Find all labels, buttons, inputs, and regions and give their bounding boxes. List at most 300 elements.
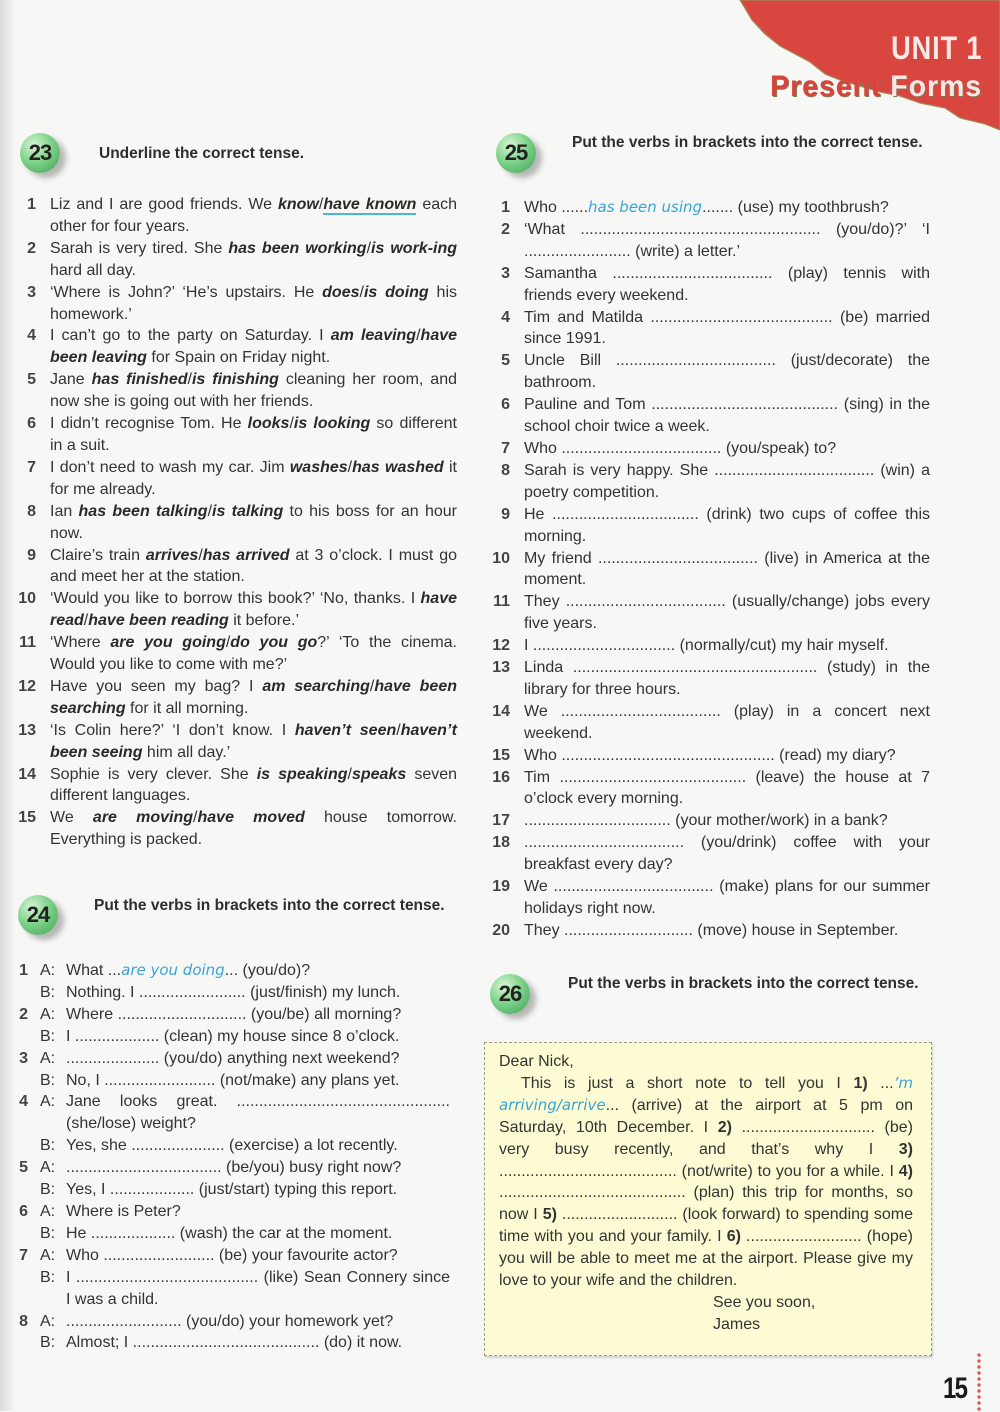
sentence-text: ‘Is Colin here?’ ‘I don’t know. I — [50, 721, 295, 739]
tense-option[interactable]: has arrived — [202, 546, 290, 564]
item-number: 14 — [492, 702, 510, 720]
speaker-label: B: — [40, 983, 56, 1001]
item-text — [50, 501, 457, 545]
item-number: 16 — [492, 768, 510, 786]
speaker-label: A: — [40, 1312, 56, 1330]
exercise-24-instruction: Put the verbs in brackets into the correct tense. — [94, 897, 445, 914]
item-number: 6 — [27, 415, 36, 433]
option-separator: / — [396, 721, 401, 739]
unit-subtitle-word1: Present — [770, 70, 882, 103]
item-text — [50, 238, 457, 282]
item-text — [524, 460, 930, 504]
dialogue-line — [14, 1179, 450, 1201]
dialogue-line — [14, 1070, 450, 1092]
item-text — [524, 197, 930, 219]
item-text — [50, 545, 457, 589]
dialogue-line — [14, 1135, 450, 1157]
line-text-part: ..................... (you/do) anything next weekend? — [66, 1049, 400, 1067]
example-answer: has been using — [588, 198, 703, 216]
speaker-label: B: — [40, 1268, 56, 1286]
item-text — [524, 307, 930, 351]
line-text-part: Yes, she ..................... (exercise) a lot recently. — [66, 1137, 398, 1155]
letter-closing: See you soon, — [713, 1293, 816, 1311]
exercise-item — [484, 657, 930, 701]
item-text — [524, 504, 930, 548]
gap-2-label: 2) — [717, 1118, 732, 1136]
exercise-26-badge: 26 — [490, 974, 530, 1014]
tense-option[interactable]: has been talking — [78, 502, 208, 520]
item-number: 17 — [492, 812, 510, 830]
exercise-item — [10, 588, 457, 632]
item-text — [50, 413, 457, 457]
item-text — [50, 676, 457, 720]
tense-option[interactable]: have been reading — [88, 612, 229, 630]
item-number — [14, 1135, 40, 1157]
option-separator: / — [198, 546, 203, 564]
option-separator: / — [347, 765, 352, 783]
exercise-item — [10, 194, 457, 238]
item-number — [14, 1223, 40, 1245]
sentence-text: Tim .......................................... (leave) the house at 7 o’clock every morning. — [524, 768, 930, 808]
tense-option[interactable]: am searching — [262, 677, 370, 695]
option-separator: / — [225, 634, 231, 652]
sentence-text: Samantha .................................... (play) tennis with friends every weekend. — [524, 264, 930, 304]
sentence-text: Who ...... — [524, 199, 589, 216]
exercise-25-instruction: Put the verbs in brackets into the correct tense. — [572, 134, 923, 151]
sentence-text: to his boss for an hour now. — [50, 502, 457, 542]
item-text — [50, 325, 457, 369]
item-number: 8 — [19, 1312, 28, 1330]
tense-option[interactable]: is doing — [363, 283, 429, 301]
item-number — [14, 1026, 40, 1048]
sentence-text: Pauline and Tom .......................................... (sing) in the school choir twice a week. — [524, 396, 930, 436]
item-number: 13 — [492, 659, 510, 677]
item-text — [524, 635, 930, 657]
dialogue-line — [14, 1048, 450, 1070]
dialogue-line — [14, 1332, 450, 1354]
example-answer: ’m arriving/arrive — [499, 1073, 914, 1114]
sentence-text: ‘Where — [50, 634, 111, 652]
item-text — [524, 548, 930, 592]
speaker-label: A: — [40, 962, 56, 979]
item-text — [524, 745, 930, 767]
item-number: 1 — [27, 196, 36, 213]
exercise-item — [484, 350, 930, 394]
line-text-part: I ......................................... (like) Sean Connery since I was a child. — [66, 1268, 450, 1308]
exercise-item — [484, 745, 930, 767]
item-text — [524, 657, 930, 701]
exercise-item — [484, 263, 930, 307]
tense-option[interactable]: looks — [247, 415, 290, 433]
exercise-item — [10, 238, 457, 282]
item-number: 11 — [19, 634, 36, 652]
tense-option[interactable]: is work-ing — [371, 239, 458, 257]
speaker-label: B: — [40, 1181, 56, 1199]
dialogue-line — [14, 960, 450, 982]
tense-option[interactable]: are moving — [92, 809, 194, 827]
dialogue-line — [14, 982, 450, 1004]
dialogue-line — [14, 1201, 450, 1223]
item-number: 20 — [492, 921, 510, 939]
exercise-item — [484, 832, 930, 876]
option-separator: / — [318, 196, 324, 213]
line-text — [66, 1311, 450, 1333]
sentence-text: Ian — [50, 502, 79, 520]
exercise-item — [484, 767, 930, 811]
item-text — [524, 394, 930, 438]
sentence-text: ‘Where is John?’ ‘He’s upstairs. He — [50, 283, 323, 301]
tense-option[interactable]: does — [322, 283, 360, 301]
option-separator: / — [207, 502, 213, 520]
item-number: 9 — [27, 546, 36, 564]
sentence-text: him all day.’ — [142, 743, 231, 761]
speaker-label: B: — [40, 1224, 56, 1242]
line-text-part: Who ......................... (be) your favourite actor? — [66, 1246, 398, 1264]
line-text-part: Yes, I ................... (just/start) typing this report. — [66, 1181, 398, 1199]
option-separator: / — [416, 327, 421, 345]
item-text — [50, 282, 457, 326]
exercise-item — [484, 635, 930, 657]
page-number: 15 — [942, 1372, 967, 1405]
tense-option[interactable]: haven’t been seeing — [50, 721, 457, 761]
line-text — [66, 1091, 450, 1135]
exercise-24-list — [14, 960, 450, 1354]
letter-text: ........................................ (not/write) to you for a while. I — [499, 1162, 899, 1180]
gap-1-label: 1) — [853, 1074, 868, 1092]
option-separator: / — [359, 283, 364, 301]
gap-5-label: 5) — [542, 1206, 557, 1224]
item-number: 5 — [19, 1159, 28, 1177]
option-separator: / — [83, 612, 89, 630]
exercise-item — [484, 438, 930, 460]
letter-text: This is just a short note to tell you I — [521, 1074, 854, 1092]
sentence-text: for Spain on Friday night. — [146, 349, 331, 367]
item-number: 14 — [18, 765, 36, 783]
sentence-text: at 3 o’clock. I must go and meet her at the station. — [50, 546, 457, 586]
tense-option[interactable]: am leaving — [330, 327, 417, 345]
item-number: 7 — [27, 458, 36, 476]
sentence-text: Sophie is very clever. She — [50, 765, 257, 783]
item-text — [50, 807, 457, 851]
item-number: 2 — [19, 1005, 28, 1023]
line-text — [66, 1245, 450, 1267]
item-text — [524, 350, 930, 394]
exercise-item — [10, 282, 457, 326]
tense-option[interactable]: washes — [289, 458, 348, 476]
sentence-text: ?’ ‘To the cinema. Would you like to come with me?’ — [50, 634, 457, 674]
dialogue-line — [14, 1004, 450, 1026]
option-separator: / — [289, 415, 294, 433]
item-text — [524, 920, 930, 942]
item-number: 7 — [19, 1246, 28, 1264]
line-text-part: No, I ......................... (not/make) any plans yet. — [66, 1071, 400, 1089]
item-text — [524, 767, 930, 811]
option-separator: / — [366, 239, 372, 257]
item-text — [50, 632, 457, 676]
option-separator: / — [347, 458, 353, 476]
tense-option[interactable]: have read — [50, 590, 457, 630]
sentence-text: house tomorrow. Everything is packed. — [50, 809, 458, 849]
item-number: 4 — [27, 327, 36, 345]
item-text — [524, 591, 930, 635]
dialogue-line — [14, 1311, 450, 1333]
item-text — [524, 701, 930, 745]
sentence-text: They ............................. (move) house in September. — [524, 921, 899, 939]
line-text — [66, 982, 450, 1004]
sentence-text: for it all morning. — [125, 699, 249, 717]
exercise-item — [484, 307, 930, 351]
line-text-part: .......................... (you/do) your homework yet? — [66, 1312, 394, 1330]
exercise-23-instruction: Underline the correct tense. — [99, 145, 305, 162]
line-text — [66, 1267, 450, 1311]
line-text-part: Where ............................. (you/be) all morning? — [66, 1005, 402, 1023]
letter-text: .......................................... (plan) this trip for months, so now I — [499, 1184, 913, 1224]
item-number — [14, 1070, 40, 1092]
tense-option[interactable]: know — [277, 196, 319, 213]
gap-3-label: 3) — [898, 1140, 913, 1158]
item-text — [50, 588, 457, 632]
sentence-text: I don’t need to wash my car. Jim — [50, 458, 290, 476]
item-number: 15 — [18, 809, 36, 827]
item-text — [50, 764, 457, 808]
item-number: 15 — [492, 746, 510, 764]
sentence-text: We .................................... (make) plans for our summer holidays right now. — [524, 878, 930, 917]
sentence-text: Tim and Matilda ......................................... (be) married since 1991. — [524, 308, 930, 348]
tense-option[interactable]: has washed — [352, 458, 444, 476]
line-text — [66, 1070, 450, 1092]
speaker-label: A: — [40, 1093, 56, 1111]
speaker-label: A: — [40, 1202, 56, 1220]
speaker-label: A: — [40, 1159, 56, 1177]
line-text-part: Where is Peter? — [66, 1202, 181, 1220]
sentence-text: I ................................ (normally/cut) my hair myself. — [524, 637, 889, 655]
exercise-item — [10, 413, 457, 457]
sentence-text: Uncle Bill .................................... (just/decorate) the bathroom. — [524, 352, 930, 392]
letter-paragraph — [499, 1073, 913, 1292]
unit-subtitle — [770, 70, 982, 104]
exercise-item — [484, 876, 930, 920]
tense-option[interactable]: arrives — [145, 546, 199, 564]
exercise-26-instruction: Put the verbs in brackets into the correct tense. — [568, 975, 919, 992]
sentence-text: Linda ....................................................... (study) in the library for three hours. — [524, 659, 930, 698]
exercise-item — [10, 720, 457, 764]
exercise-item — [10, 676, 457, 720]
exercise-item — [10, 807, 457, 851]
exercise-23-badge: 23 — [20, 133, 60, 173]
sentence-text: so different in a suit. — [50, 415, 457, 454]
item-number — [14, 1179, 40, 1201]
item-number — [14, 1267, 40, 1311]
item-number: 5 — [501, 352, 510, 370]
sentence-text: it before.’ — [228, 612, 300, 630]
gap-6-label: 6) — [726, 1228, 741, 1246]
exercise-item — [484, 810, 930, 832]
item-number: 12 — [492, 637, 510, 655]
gap-4-label: 4) — [898, 1162, 913, 1180]
sentence-text: He ................................. (drink) two cups of coffee this morning. — [524, 505, 930, 545]
letter-signature: James — [713, 1315, 761, 1333]
speaker-label: B: — [40, 1137, 56, 1155]
dotted-margin-decoration — [977, 1352, 981, 1412]
sentence-text: I can’t go to the party on Saturday. I — [50, 327, 331, 345]
line-text — [66, 1201, 450, 1223]
item-number: 19 — [492, 878, 510, 896]
item-text — [50, 720, 457, 764]
item-text — [524, 810, 930, 832]
item-number: 8 — [501, 461, 510, 479]
letter-text: .............................. (be) very busy recently, and that’s why I — [499, 1118, 913, 1158]
sentence-text: it for me already. — [50, 458, 457, 498]
tense-option[interactable]: have moved — [197, 809, 305, 827]
sentence-text: ................................. (your mother/work) in a bank? — [524, 812, 888, 830]
option-separator: / — [369, 677, 375, 695]
line-text — [66, 1004, 450, 1026]
exercise-item — [484, 504, 930, 548]
line-text-part: He ................... (wash) the car at the moment. — [66, 1224, 393, 1242]
exercise-24-badge: 24 — [18, 895, 58, 935]
item-text — [524, 876, 930, 920]
exercise-item — [484, 548, 930, 592]
exercise-item — [484, 197, 930, 219]
line-text — [66, 1048, 450, 1070]
item-number: 12 — [18, 677, 36, 695]
item-number: 3 — [501, 264, 510, 282]
option-separator: / — [193, 809, 198, 827]
line-text-part: Nothing. I ........................ (just/finish) my lunch. — [66, 983, 401, 1001]
item-text — [524, 832, 930, 876]
item-number: 1 — [501, 199, 510, 216]
sentence-text: ‘What ...................................................... (you/do)?’ ‘I ........................ (write) a letter.’ — [524, 220, 930, 260]
item-number: 10 — [18, 590, 36, 608]
line-text — [66, 1179, 450, 1201]
line-text — [66, 1223, 450, 1245]
item-text — [50, 457, 457, 501]
sentence-text: We — [50, 809, 93, 827]
option-separator: / — [187, 371, 192, 389]
tense-option[interactable]: are you going — [110, 634, 226, 652]
exercise-item — [484, 394, 930, 438]
dialogue-line — [14, 1223, 450, 1245]
sentence-text: Who ................................................ (read) my diary? — [524, 746, 896, 764]
sentence-text: We .................................... (play) in a concert next weekend. — [524, 702, 930, 742]
letter-greeting: Dear Nick, — [499, 1053, 574, 1070]
item-number — [14, 1332, 40, 1354]
letter-text: ... — [867, 1074, 894, 1092]
tense-option[interactable]: is talking — [212, 502, 284, 520]
dialogue-line — [14, 1267, 450, 1311]
tense-option[interactable]: have been searching — [50, 677, 457, 717]
speaker-label: A: — [40, 1246, 56, 1264]
tense-option[interactable]: has been working — [228, 239, 367, 257]
exercise-item — [10, 369, 457, 413]
exercise-item — [484, 701, 930, 745]
tense-option[interactable]: has finished — [91, 371, 188, 389]
sentence-text: My friend .................................... (live) in America at the moment. — [524, 549, 930, 589]
tense-option[interactable]: have been leaving — [50, 327, 458, 367]
line-text-part: What ... — [66, 962, 122, 979]
tense-option[interactable]: is looking — [293, 415, 371, 433]
speaker-label: B: — [40, 1334, 56, 1352]
exercise-item — [484, 460, 930, 504]
item-number: 4 — [501, 308, 510, 326]
item-text — [50, 369, 457, 413]
tense-option[interactable]: have known — [323, 196, 417, 213]
speaker-label: B: — [40, 1027, 56, 1045]
item-number: 2 — [27, 239, 36, 257]
item-number — [14, 982, 40, 1004]
dialogue-line — [14, 1157, 450, 1179]
sentence-text: They .................................... (usually/change) jobs every five years. — [524, 593, 930, 633]
sentence-text: I didn’t recognise Tom. He — [50, 415, 248, 433]
letter-text: .......................... (hope) you will be able to meet me at the airport. Please give my love to your wife and the children. — [499, 1228, 914, 1290]
item-number: 8 — [27, 502, 36, 520]
tense-option[interactable]: speaks — [351, 765, 407, 783]
sentence-text: Sarah is very happy. She .................................... (win) a poetry competition. — [524, 461, 930, 501]
item-number: 4 — [19, 1093, 28, 1111]
item-number: 10 — [492, 549, 510, 567]
sentence-text: seven different languages. — [50, 765, 458, 805]
sentence-text: ‘Would you like to borrow this book?’ ‘No, thanks. I — [50, 590, 421, 608]
exercise-25-list — [484, 197, 930, 942]
sentence-text: his homework.’ — [50, 283, 457, 323]
item-text — [524, 263, 930, 307]
tense-option[interactable]: is finishing — [191, 371, 279, 389]
tense-option[interactable]: haven’t seen — [294, 721, 397, 739]
speaker-label: A: — [40, 1005, 56, 1023]
sentence-text: hard all day. — [50, 261, 136, 279]
exercise-item — [484, 591, 930, 635]
item-number: 6 — [19, 1202, 28, 1220]
item-text — [524, 438, 930, 460]
item-number: 13 — [18, 721, 36, 739]
item-text — [524, 219, 930, 263]
line-text — [66, 1135, 450, 1157]
exercise-item — [484, 920, 930, 942]
sentence-text: ....... (use) my toothbrush? — [702, 199, 889, 216]
line-text-part: I ................... (clean) my house since 8 o’clock. — [66, 1027, 400, 1045]
item-number: 6 — [501, 396, 510, 414]
tense-option[interactable]: is speaking — [256, 765, 348, 783]
sentence-text: cleaning her room, and now she is going out with her friends. — [50, 371, 457, 411]
dialogue-line — [14, 1245, 450, 1267]
exercise-23-list — [10, 194, 457, 851]
item-number: 2 — [501, 220, 510, 238]
line-text-part: ................................... (be/you) busy right now? — [66, 1159, 402, 1177]
item-number: 1 — [19, 962, 28, 979]
line-text-part: Almost; I .......................................... (do) it now. — [66, 1334, 403, 1352]
letter-text: .......................... (look forward) to spending some time with you and your family. I — [499, 1206, 913, 1246]
item-number: 11 — [493, 593, 510, 611]
unit-subtitle-word2: Forms — [890, 70, 982, 103]
exercise-item — [10, 325, 457, 369]
example-answer: are you doing — [121, 961, 225, 979]
sentence-text: each other for four years. — [50, 196, 458, 235]
letter-note — [484, 1042, 932, 1356]
item-number: 3 — [19, 1049, 28, 1067]
line-text — [66, 1332, 450, 1354]
sentence-text: .................................... (you/drink) coffee with your breakfast every day? — [524, 834, 930, 874]
exercise-25-badge: 25 — [496, 133, 536, 173]
line-text — [66, 1157, 450, 1179]
item-number: 5 — [27, 371, 36, 389]
tense-option[interactable]: do you go — [230, 634, 318, 652]
sentence-text: Jane — [50, 371, 92, 389]
item-number: 3 — [27, 283, 36, 301]
dialogue-line — [14, 1091, 450, 1135]
line-text — [66, 960, 450, 982]
exercise-item — [10, 501, 457, 545]
dialogue-line — [14, 1026, 450, 1048]
